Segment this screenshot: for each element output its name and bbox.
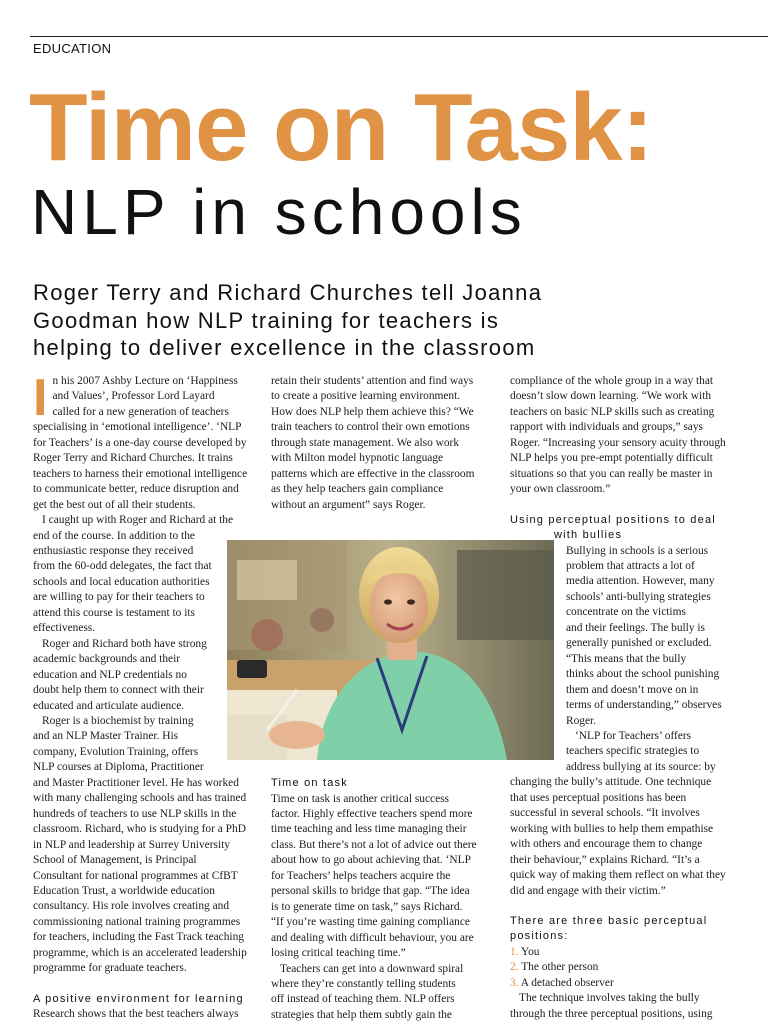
text-line: class. But there’s not a lot of advice out there bbox=[271, 838, 477, 851]
subheading-bullies-cont: with bullies bbox=[554, 529, 623, 542]
page-subtitle: NLP in schools bbox=[31, 176, 527, 248]
list-text: The other person bbox=[521, 961, 599, 974]
text-line: compliance of the whole group in a way that bbox=[510, 375, 714, 387]
text-line: for Teachers’ helps teachers acquire the bbox=[271, 869, 451, 882]
text-line: programme, which is an accelerated leadership bbox=[33, 946, 247, 959]
text-line: media attention. However, many bbox=[566, 575, 715, 588]
subheading-bullies: Using perceptual positions to deal bbox=[510, 513, 716, 526]
text-line: Roger. bbox=[566, 714, 597, 727]
text-line: educated and articulate audience. bbox=[33, 699, 185, 712]
paragraph-block bbox=[510, 991, 738, 1022]
text-line: get the best out of all their students. bbox=[33, 498, 196, 511]
text-line: situations so that you can really be master in bbox=[510, 467, 713, 480]
standfirst bbox=[33, 279, 553, 362]
subheading-perceptual-positions: There are three basic perceptual bbox=[510, 914, 708, 927]
text-line: losing critical teaching time.” bbox=[271, 947, 406, 960]
text-line: for teachers, including the Fast Track teaching bbox=[33, 931, 244, 944]
text-line: in NLP and leadership at Surrey University bbox=[33, 838, 230, 851]
text-line: factor. Highly effective teachers spend more bbox=[271, 807, 473, 820]
photo-illustration bbox=[227, 540, 554, 760]
text-line: retain their students’ attention and find ways bbox=[271, 375, 474, 387]
text-line: Roger and Richard both have strong bbox=[42, 637, 207, 650]
text-line: teachers to harness their emotional intelligence bbox=[33, 467, 248, 480]
paragraph-block bbox=[33, 1007, 255, 1022]
subheading-positive-environment: A positive environment for learning bbox=[33, 992, 244, 1005]
text-line: consultancy. His role involves creating and bbox=[33, 900, 230, 913]
text-line: to create a positive learning environment. bbox=[271, 390, 461, 403]
text-line: Education Trust, a worldwide education bbox=[33, 884, 215, 897]
list-text: You bbox=[520, 945, 540, 958]
text-line: Research shows that the best teachers always bbox=[33, 1008, 239, 1021]
list-number: 1. bbox=[510, 945, 519, 958]
text-line: I caught up with Roger and Richard at the bbox=[42, 514, 234, 527]
text-line: attend this course is testament to its bbox=[33, 606, 195, 619]
text-line: hundreds of teachers to use NLP skills in the bbox=[33, 807, 237, 820]
list-item bbox=[510, 945, 738, 960]
text-line: teachers specific strategies to bbox=[566, 745, 700, 758]
text-line: and an NLP Master Trainer. His bbox=[33, 730, 179, 743]
text-line: with many challenging schools and has trained bbox=[33, 792, 247, 805]
text-line: doesn’t slow down learning. “We work with bbox=[510, 390, 712, 403]
text-line: quick way of making them reflect on what they bbox=[510, 869, 726, 882]
text-line: patterns which are effective in the classroom bbox=[271, 467, 475, 480]
list-number: 2. bbox=[510, 961, 519, 974]
text-line: Bullying in schools is a serious bbox=[566, 544, 709, 557]
text-line: “This means that the bully bbox=[566, 652, 687, 665]
page-title: Time on Task: bbox=[29, 74, 653, 181]
text-line: The technique involves taking the bully bbox=[519, 992, 700, 1005]
top-rule bbox=[30, 36, 768, 37]
text-line: Time on task is another critical success bbox=[271, 792, 449, 805]
article-column-1 bbox=[33, 369, 255, 1023]
text-line: as they help teachers gain compliance bbox=[271, 483, 444, 496]
text-line: Consultant for national programmes at CfBT bbox=[33, 869, 238, 882]
text-line: concentrate on the victims bbox=[566, 606, 686, 619]
text-line: strategies that help them subtly gain the bbox=[271, 1008, 452, 1021]
text-line: working with bullies to help them empathise bbox=[510, 822, 714, 835]
text-line: schools’ anti-bullying strategies bbox=[566, 590, 711, 603]
text-line: doubt help them to connect with their bbox=[33, 684, 204, 697]
text-line: NLP helps you pre-empt potentially difficult bbox=[510, 452, 713, 465]
text-line: enthusiastic response they received bbox=[33, 544, 194, 557]
text-line: classroom. Richard, who is studying for a PhD bbox=[33, 823, 246, 836]
text-line: with others and encourage them to change bbox=[510, 838, 703, 851]
text-line: and Master Practitioner level. He has worked bbox=[33, 776, 239, 789]
text-line: problem that attracts a lot of bbox=[566, 559, 695, 572]
text-line: commissioning national training programmes bbox=[33, 915, 241, 928]
text-line: Roger. “Increasing your sensory acuity through bbox=[510, 436, 726, 449]
drop-cap-lines bbox=[33, 369, 255, 427]
text-line: that uses perceptual positions has been bbox=[510, 791, 687, 804]
text-line: and Values’, Professor Lord Layard bbox=[52, 390, 215, 403]
text-line: is to generate time on task,” says Richard. bbox=[271, 900, 463, 913]
text-line: terms of understanding,” observes bbox=[566, 699, 722, 712]
text-line: them and doesn’t move on in bbox=[566, 683, 699, 696]
text-line: Teachers can get into a downward spiral bbox=[280, 962, 464, 975]
list-text: A detached observer bbox=[520, 976, 614, 989]
drop-cap: I bbox=[33, 369, 48, 427]
text-line: ‘NLP for Teachers’ offers bbox=[575, 729, 692, 742]
text-line: n his 2007 Ashby Lecture on ‘Happiness bbox=[52, 375, 238, 387]
list-item bbox=[510, 960, 738, 975]
text-line: through state management. We also work bbox=[271, 436, 460, 449]
text-line: their behaviour,” explains Richard. “It’s a bbox=[510, 853, 700, 866]
text-line: where they’re constantly telling students bbox=[271, 977, 456, 990]
text-line: Roger Terry and Richard Churches. It trains bbox=[33, 452, 233, 465]
text-line: “If you’re wasting time gaining compliance bbox=[271, 916, 470, 929]
paragraph-block bbox=[510, 775, 738, 899]
text-line: with Milton model hypnotic language bbox=[271, 452, 444, 465]
text-line: personal skills to bridge that gap. “The idea bbox=[271, 885, 470, 898]
text-line: rapport with individuals and groups,” says bbox=[510, 421, 703, 434]
paragraph-block bbox=[271, 792, 493, 1024]
text-line: through the three perceptual positions, using bbox=[510, 1007, 713, 1020]
text-line: education and NLP credentials no bbox=[33, 668, 187, 681]
text-line: School of Management, is Principal bbox=[33, 854, 197, 867]
subheading-time-on-task: Time on task bbox=[271, 777, 348, 790]
text-line: train teachers to control their own emotions bbox=[271, 421, 470, 434]
standfirst-line: helping to deliver excellence in the classroom bbox=[33, 335, 536, 360]
standfirst-line: Goodman how NLP training for teachers is bbox=[33, 307, 500, 333]
text-line: your own classroom.” bbox=[510, 483, 611, 496]
paragraph-block bbox=[510, 374, 738, 498]
text-line: programme for graduate teachers. bbox=[33, 962, 187, 975]
text-line: effectiveness. bbox=[33, 622, 96, 635]
text-line: from the 60-odd delegates, the fact that bbox=[33, 560, 212, 573]
text-line: changing the bully’s attitude. One technique bbox=[510, 776, 712, 789]
text-line: for Teachers’ is a one-day course developed by bbox=[33, 436, 247, 449]
text-line: generally punished or excluded. bbox=[566, 637, 712, 650]
text-line: did and engage with their victim.” bbox=[510, 884, 666, 897]
text-line: without an argument” says Roger. bbox=[271, 498, 426, 511]
paragraph-block bbox=[33, 420, 255, 976]
text-line: off instead of teaching them. NLP offers bbox=[271, 993, 455, 1006]
text-line: are willing to pay for their teachers to bbox=[33, 591, 205, 604]
text-line: to communicate better, reduce disruption and bbox=[33, 483, 239, 496]
text-line: How does NLP help them achieve this? “We bbox=[271, 405, 474, 418]
paragraph-block bbox=[271, 374, 493, 513]
text-line: teachers on basic NLP skills such as creating bbox=[510, 405, 715, 418]
list-number: 3. bbox=[510, 976, 519, 989]
text-line: end of the course. In addition to the bbox=[33, 529, 195, 542]
text-line: thinks about the school punishing bbox=[566, 668, 720, 681]
text-line: schools and local education authorities bbox=[33, 575, 210, 588]
text-line: called for a new generation of teachers bbox=[52, 405, 229, 418]
text-line: about how to go about achieving that. ‘NLP bbox=[271, 854, 471, 867]
text-line: and dealing with difficult behaviour, you are bbox=[271, 931, 474, 944]
list-item bbox=[510, 976, 738, 991]
subheading-perceptual-positions-cont: positions: bbox=[510, 930, 569, 943]
text-line: Roger is a biochemist by training bbox=[42, 714, 194, 727]
article-photo-teacher bbox=[227, 540, 554, 760]
text-line: company, Evolution Training, offers bbox=[33, 745, 199, 758]
text-line: time teaching and less time managing their bbox=[271, 823, 467, 836]
text-line: successful in several schools. “It involves bbox=[510, 807, 700, 820]
text-line: NLP courses at Diploma, Practitioner bbox=[33, 761, 204, 774]
section-label: EDUCATION bbox=[33, 41, 112, 56]
standfirst-line: Roger Terry and Richard Churches tell Joanna bbox=[33, 280, 543, 305]
text-line: specialising in ‘emotional intelligence’. ‘NLP bbox=[33, 421, 242, 434]
positions-list bbox=[510, 945, 738, 991]
text-line: academic backgrounds and their bbox=[33, 653, 181, 666]
text-line: address bullying at its source: by bbox=[566, 760, 716, 773]
text-line: and their feelings. The bully is bbox=[566, 621, 705, 634]
